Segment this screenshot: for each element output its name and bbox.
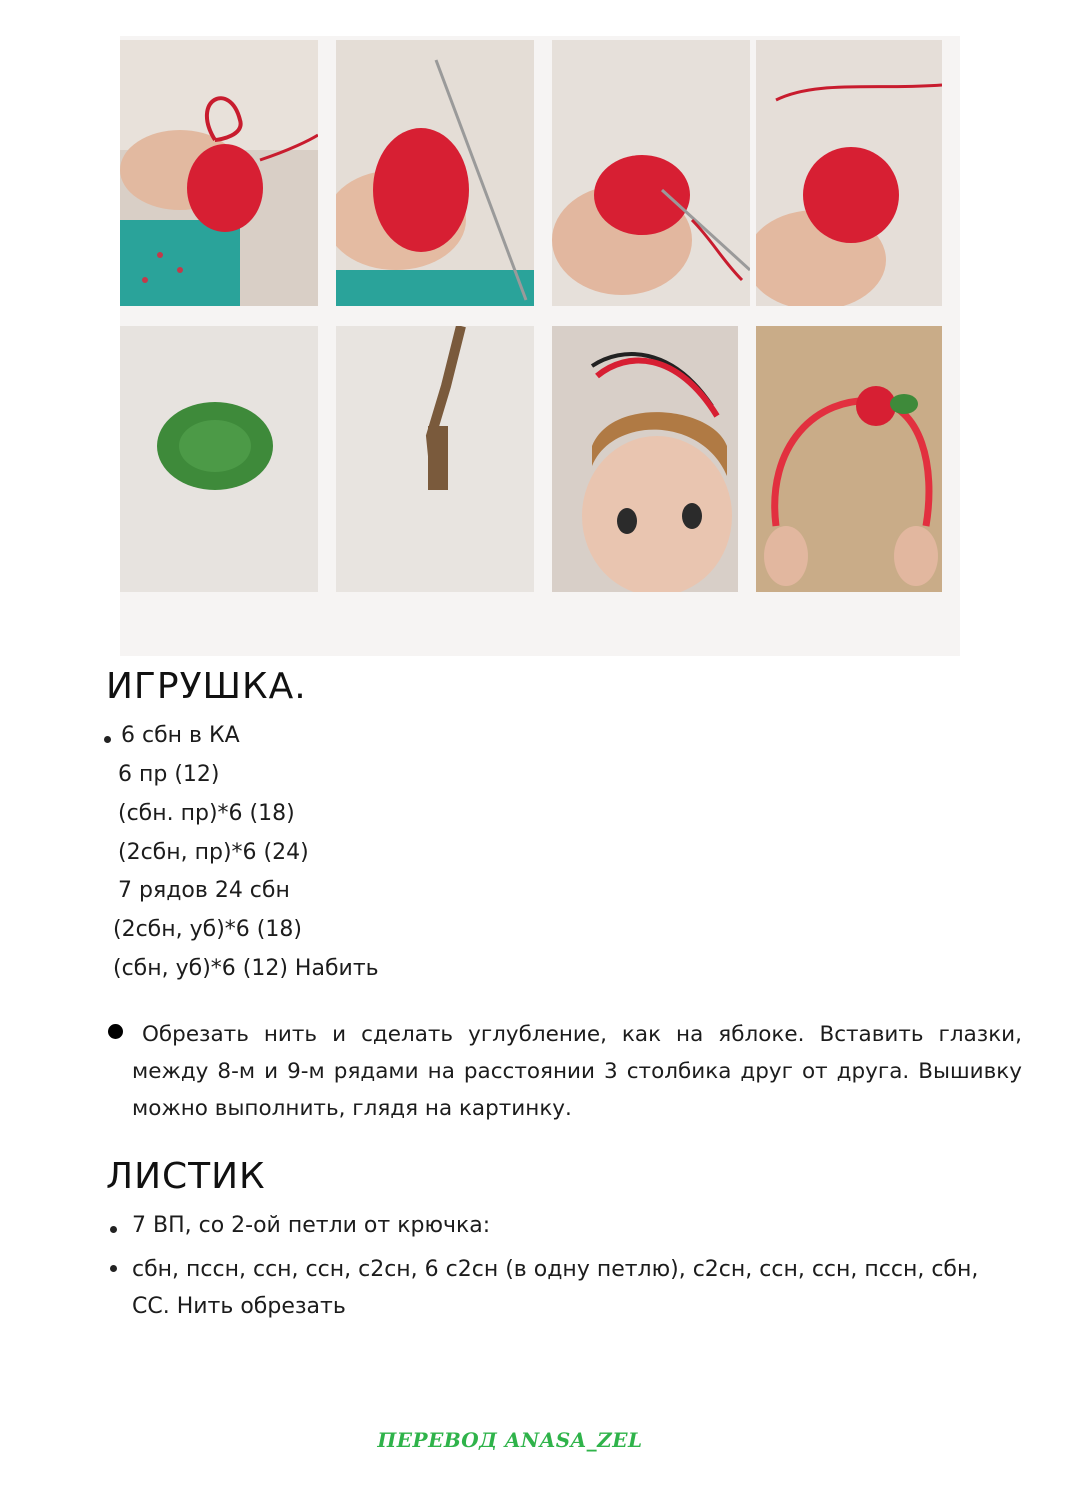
photo-doll-headband	[552, 326, 750, 592]
photo-green-leaf	[120, 326, 318, 592]
toy-line-2: 6 пр (12)	[118, 762, 220, 787]
bullet-icon	[110, 1265, 117, 1272]
toy-line-5: 7 рядов 24 сбн	[118, 878, 290, 903]
toy-line-4: (2сбн, пр)*6 (24)	[118, 840, 309, 865]
photo-red-ball-finished	[756, 40, 954, 306]
photo-apple-headband	[756, 326, 954, 592]
bullet-icon	[108, 1024, 123, 1039]
photo-red-ball-needle	[336, 40, 534, 306]
toy-line-7: (сбн, уб)*6 (12) Набить	[113, 956, 379, 981]
toy-line-1: 6 сбн в КА	[121, 723, 240, 748]
leaf-item-2: сбн, пссн, ссн, ссн, с2сн, 6 с2сн (в одну петлю), с2сн, ссн, ссн, пссн, сбн, СС. Нить обрезать	[132, 1257, 979, 1319]
translator-credit: ПЕРЕВОД ANASA_ZEL	[377, 1428, 643, 1452]
photo-red-ball-needle-2	[552, 40, 750, 306]
bullet-icon	[110, 1226, 117, 1233]
photo-brown-stem	[336, 326, 534, 592]
section-title-toy: ИГРУШКА.	[106, 666, 307, 707]
photo-red-ball-knot	[120, 40, 318, 306]
toy-line-3: (сбн. пр)*6 (18)	[118, 801, 295, 826]
toy-line-6: (2сбн, уб)*6 (18)	[113, 917, 302, 942]
leaf-item-1: 7 ВП, со 2-ой петли от крючка:	[132, 1213, 491, 1238]
toy-note: Обрезать нить и сделать углубление, как на яблоке. Вставить глазки, между 8-м и 9-м рядами на расстоянии 3 столбика друг от друга. Вышивку можно выполнить, глядя на картинку.	[132, 1022, 1022, 1121]
bullet-icon	[104, 736, 111, 743]
section-title-leaf: ЛИСТИК	[106, 1156, 266, 1197]
